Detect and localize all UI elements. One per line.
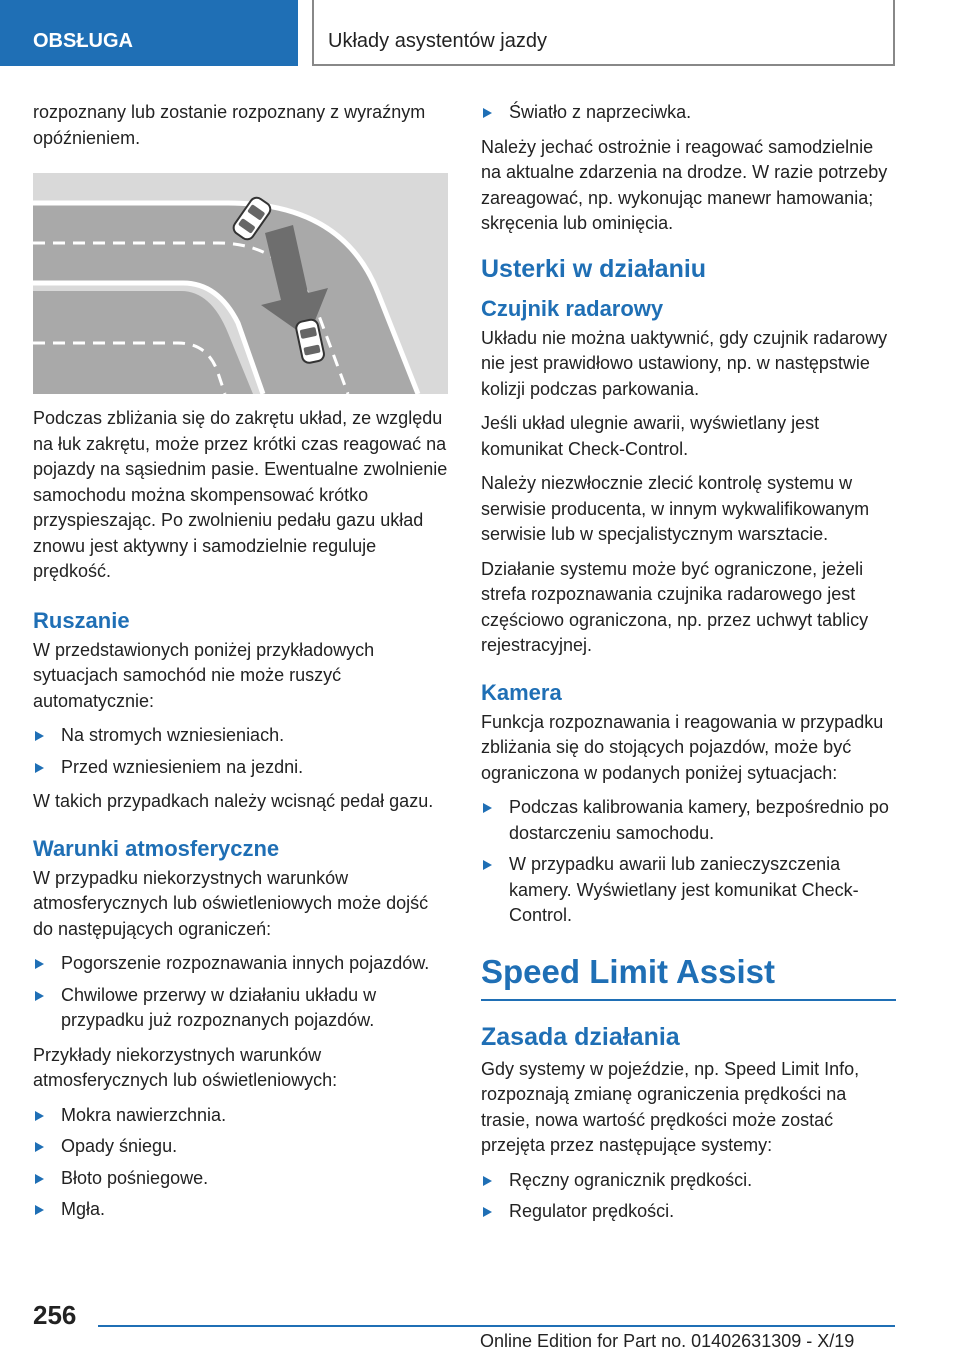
list-item: Przed wzniesieniem na jezdni. (33, 755, 448, 781)
kamera-paragraph: Funkcja rozpoznawania i reagowania w przypadku zbliżania się do stojących pojazdów, może być ograniczona w podanych poniżej sytuacjach: (481, 711, 884, 783)
kamera-list (481, 795, 896, 929)
list-item: Błoto pośniegowe. (33, 1166, 448, 1192)
radar-paragraph: Działanie systemu może być ograniczone, jeżeli strefa rozpoznawania czujnika radarowego jest częściowo ograniczona, np. przez uchwyt tablicy rejestracyjnej. (481, 558, 869, 655)
heading-usterki: Usterki w działaniu (481, 254, 707, 283)
warunki-examples (33, 1103, 448, 1223)
heading-kamera: Kamera (481, 679, 562, 705)
list-item: W przypadku awarii lub zanieczyszczenia kamery. Wyświetlany jest komunikat Check-Control. (481, 852, 896, 929)
ruszanie-list (33, 723, 448, 780)
list-item: Regulator prędkości. (481, 1199, 896, 1225)
ruszanie-intro: W przedstawionych poniżej przykładowych sytuacjach samochód nie może ruszyć automatycznie: (33, 639, 375, 711)
intro-paragraph: rozpoznany lub zostanie rozpoznany z wyraźnym opóźnieniem. (33, 102, 426, 148)
list-item: Światło z naprzeciwka. (481, 100, 896, 126)
list-item: Podczas kalibrowania kamery, bezpośrednio po dostarczeniu samochodu. (481, 795, 896, 846)
list-item: Mgła. (33, 1197, 448, 1223)
list-item: Mokra nawierzchnia. (33, 1103, 448, 1129)
list-item: Na stromych wzniesieniach. (33, 723, 448, 749)
left-column (33, 100, 448, 1232)
radar-paragraph: Jeśli układ ulegnie awarii, wyświetlany jest komunikat Check-Control. (481, 413, 820, 459)
heading-warunki: Warunki atmosferyczne (33, 835, 280, 861)
heading-czujnik: Czujnik radarowy (481, 295, 664, 321)
heading-zasada: Zasada działania (481, 1022, 680, 1051)
section-tab: OBSŁUGA (0, 0, 298, 66)
zasada-list (481, 1168, 896, 1225)
chapter-title: Układy asystentów jazdy (312, 0, 895, 66)
edition-note: Online Edition for Part no. 01402631309 - X/19 (480, 1331, 855, 1351)
radar-paragraph: Należy niezwłocznie zlecić kontrolę systemu w serwisie producenta, w innym wykwalifikowanym serwisie lub w specjalistycznym warsztacie. (481, 473, 870, 544)
heading-ruszanie: Ruszanie (33, 607, 130, 633)
heading-speed-limit-assist: Speed Limit Assist (481, 951, 896, 1001)
warunki-list (33, 951, 448, 1034)
page-number: 256 (33, 1300, 77, 1330)
warunki-intro: W przypadku niekorzystnych warunków atmosferycznych lub oświetleniowych może dojść do następujących ograniczeń: (33, 867, 429, 939)
right-column (481, 100, 896, 1234)
list-item: Opady śniegu. (33, 1134, 448, 1160)
list-item: Chwilowe przerwy w działaniu układu w przypadku już rozpoznanych pojazdów. (33, 983, 448, 1034)
top-list (481, 100, 896, 126)
curve-paragraph: Podczas zbliżania się do zakrętu układ, ze względu na łuk zakrętu, może przez krótki czas reagować na pojazdy na sąsiednim pasie. Ewentualne zwolnienie samochodu można skompensować krótko przyspieszając. Po zwolnieniu pedału gazu układ znowu jest aktywny i samodzielnie reguluje prędkość. (33, 408, 448, 581)
list-item: Pogorszenie rozpoznawania innych pojazdów. (33, 951, 448, 977)
top-paragraph: Należy jechać ostrożnie i reagować samodzielnie na aktualne zdarzenia na drodze. W razie potrzeby zareagować, np. wykonując manewr hamowania; skręcenia lub ominięcia. (481, 136, 888, 233)
footer-divider (98, 1325, 895, 1327)
list-item: Ręczny ogranicznik prędkości. (481, 1168, 896, 1194)
zasada-paragraph: Gdy systemy w pojeździe, np. Speed Limit Info, rozpoznają zmianę ograniczenia prędkości na trasie, nowa wartość prędkości może zostać przejęta przez następujące systemy: (481, 1058, 860, 1155)
warunki-examples-intro: Przykłady niekorzystnych warunków atmosferycznych lub oświetleniowych: (33, 1044, 338, 1090)
curve-illustration (33, 173, 448, 394)
ruszanie-outro: W takich przypadkach należy wcisnąć pedał gazu. (33, 791, 434, 811)
radar-paragraph: Układu nie można uaktywnić, gdy czujnik radarowy nie jest prawidłowo ustawiony, np. w następstwie kolizji podczas parkowania. (481, 327, 888, 399)
